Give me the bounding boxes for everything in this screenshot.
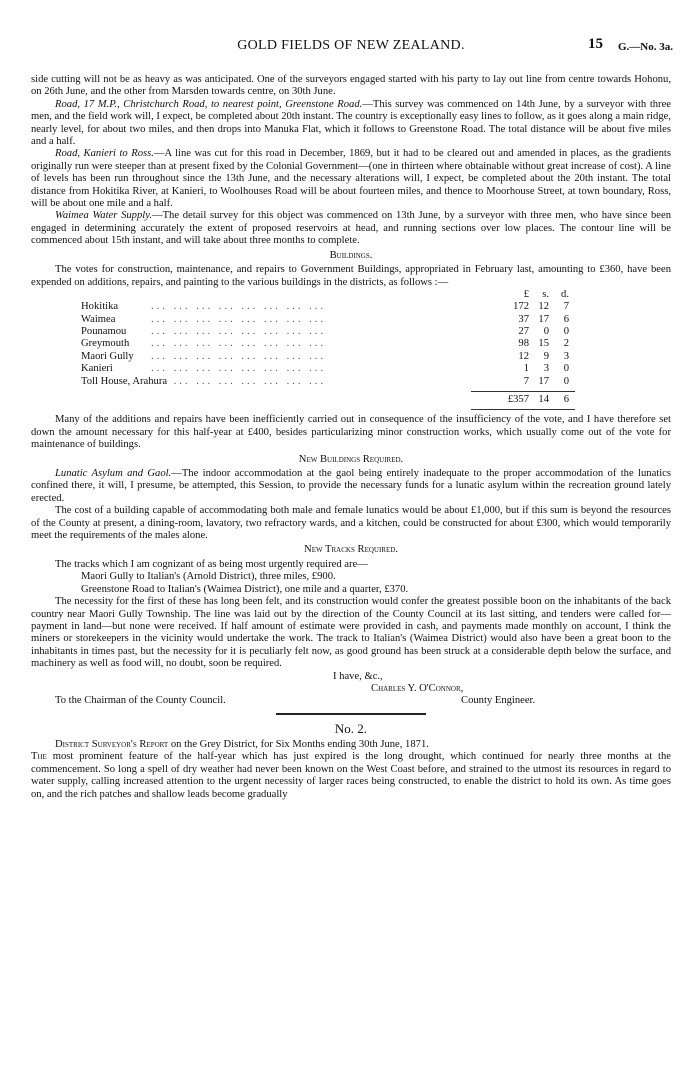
table-header-row (31, 289, 671, 301)
leader-dots: ... ... ... ... ... ... ... ... (151, 363, 327, 375)
paragraph: The tracks which I am cognizant of as being most urgently required are— (55, 558, 368, 570)
paragraph-text: —A line was cut for this road in December, 1869, but it had to be cleared out and amended in places, as the gradients originally run were steeper than at present fixed by the Colonial Government—(one in thirteen where obtainable without great increase of cost). A line of levels has been run throughout since the 13th June, and the necessary alterations will, I expect, be completed about the 20th instant. The total distance from Hokitika River, at Kanieri, to Woolhouses Road will be about fourteen miles, and thence to Moorhouse Street, at town boundary, Ross, will be about one mile and a half. (31, 148, 671, 210)
pounds-value: 7 (523, 375, 529, 387)
leader-dots: ... ... ... ... ... ... ... ... (151, 338, 327, 350)
paragraph-title: Road, 17 M.P., Christchurch Road, to nearest point, Greenstone Road. (55, 98, 363, 110)
pounds-value: 27 (518, 326, 529, 338)
page-header (31, 34, 671, 56)
table-row (31, 314, 671, 326)
column-header-shillings: s. (542, 288, 549, 300)
paragraph (31, 99, 671, 149)
paragraph-title: Lunatic Asylum and Gaol. (55, 468, 172, 480)
pence-value: 0 (563, 363, 569, 375)
pounds-value: 172 (513, 301, 529, 313)
report-title-text: on the Grey District, for Six Months ending 30th June, 1871. (168, 738, 429, 750)
shillings-value: 15 (538, 338, 549, 350)
paragraph: side cutting will not be as heavy as was anticipated. One of the surveyors engaged started with his party to lay out line from centre towards Hohonu, on 26th June, and the other from Marsden towards centre, on 30th June. (31, 74, 671, 98)
list-item: Greenstone Road to Italian's (Waimea District), one mile and a quarter, £370. (81, 583, 409, 595)
report-title (31, 739, 671, 751)
paragraph-text: —This survey was commenced on 14th June, by a surveyor with three men, and the field work will, I expect, be completed about 20th instant. The country is exceptionally easy lines to follow, as it goes along a main ridge, nearly level, for about two miles, and then drops into Manuka Flat, which it follows to Greenstone Road. The total distance will be about five miles and a half. (31, 98, 671, 148)
document-reference: G.—No. 3a. (618, 41, 673, 53)
opening-word: The (31, 751, 47, 763)
section-number: No. 2. (334, 720, 368, 736)
section-heading-buildings: Buildings. (329, 249, 373, 261)
building-name: Pounamou (81, 326, 127, 338)
section-heading-new-buildings: New Buildings Required. (298, 453, 404, 465)
pounds-value: 37 (518, 313, 529, 325)
leader-dots: ... ... ... ... ... ... ... ... (151, 350, 327, 362)
paragraph (31, 751, 671, 801)
list-item: Maori Gully to Italian's (Arnold District), three miles, £900. (81, 571, 336, 583)
table-row (31, 326, 671, 338)
paragraph-text: —The indoor accommodation at the gaol being entirely inadequate to the proper accommodation of the lunatics confined there, it will, I presume, be attempted, this Session, to provide the necessary funds for a lunatic asylum within the recreation ground lately erected. (31, 468, 671, 504)
pence-value: 0 (563, 375, 569, 387)
paragraph-text: —The detail survey for this object was commenced on 13th June, by a surveyor with three men, who have since been engaged in determining accurately the extent of proposed reservoirs at head, and running sections over low places. The contour line will be commenced about 15th instant, and will take about three months to complete. (31, 210, 671, 247)
pence-value: 7 (563, 301, 569, 313)
building-name: Greymouth (81, 338, 130, 350)
paragraph: The cost of a building capable of accommodating both male and female lunatics would be about £1,000, but if this sum is beyond the resources of the County at present, a dining-room, lavatory, two refractory wards, and a kitchen, could be constructed for about £300, which would temporarily meet the requirements of the males alone. (31, 505, 671, 542)
shillings-value: 0 (543, 326, 549, 338)
paragraph: The necessity for the first of these has long been felt, and its construction would confer the greatest possible boon on the inhabitants of the back country near Maori Gully Township. The line was laid out by the direction of the County Council at its last sitting, and tenders were called for—payment in land—but none were received. If half amount of estimate were provided in cash, and payments made monthly on account, I think the miners or storekeepers in the vicinity would undertake the work. The track to Italian's (Waimea District) would also have been a great boon to the inhabitants in times past, but the necessity for it is peculiarly felt now, as good ground has been struck at a considerable depth below the surface, and machinery as well as food will, no doubt, soon be required. (31, 596, 671, 670)
paragraph: The votes for construction, maintenance, and repairs to Government Buildings, appropriated in February last, amounting to £360, have been expended on additions, repairs, and painting to the various buildings in the districts, as follows :— (31, 264, 671, 288)
pence-value: 2 (563, 338, 569, 350)
pence-value: 0 (563, 326, 569, 338)
paragraph-title: Road, Kanieri to Ross. (55, 148, 154, 160)
column-header-pounds: £ (523, 288, 529, 300)
table-total-row (31, 394, 671, 406)
leader-dots: ... ... ... ... ... ... ... ... (151, 301, 327, 313)
table-rule (471, 409, 575, 410)
paragraph (31, 210, 671, 247)
buildings-expenditure-table (31, 289, 671, 415)
paragraph-title: Waimea Water Supply. (55, 210, 152, 222)
leader-dots: ... ... ... ... ... ... ... ... (151, 313, 327, 325)
shillings-value: 17 (538, 375, 549, 387)
page-number: 15 (588, 36, 603, 52)
pounds-value: 98 (518, 338, 529, 350)
shillings-value: 3 (543, 363, 549, 375)
pounds-value: 12 (518, 350, 529, 362)
report-title-caps: District Surveyor's Report (55, 738, 169, 750)
building-name: Maori Gully (81, 350, 134, 362)
table-row (31, 376, 671, 388)
total-shillings: 14 (538, 394, 549, 406)
paragraph (31, 148, 671, 210)
building-name: Hokitika (81, 301, 119, 313)
table-row (31, 363, 671, 375)
building-name: Waimea (81, 313, 116, 325)
shillings-value: 12 (538, 301, 549, 313)
pence-value: 6 (563, 313, 569, 325)
addressee: To the Chairman of the County Council. (55, 694, 226, 706)
section-heading-new-tracks: New Tracks Required. (304, 544, 398, 556)
signatory-name: Charles Y. O'Connor, (371, 682, 464, 694)
table-rule (471, 391, 575, 392)
section-divider (276, 713, 426, 715)
table-row (31, 351, 671, 363)
building-name: Toll House, Arahura (81, 375, 168, 387)
signatory-title: County Engineer. (461, 694, 536, 706)
column-header-pence: d. (561, 288, 569, 300)
shillings-value: 9 (543, 350, 549, 362)
paragraph-text: most prominent feature of the half-year which has just expired is the long drought, which continued for nearly three months at the commencement. So long a spell of dry weather had never been known on the West Coast before, and strained to the utmost its resources in regard to water supply, calling increased attention to the urgent necessity of larger races being constructed, to enable the district to hold its own. As time goes on, and the rich patches and shallow leads become gradually (31, 751, 671, 800)
total-pence: 6 (563, 394, 569, 406)
leader-dots: ... ... ... ... ... ... ... ... (151, 326, 327, 338)
leader-dots: ... ... ... ... ... ... ... ... (151, 375, 327, 387)
pounds-value: 1 (523, 363, 529, 375)
signature-block (31, 671, 671, 707)
document-body (31, 74, 671, 801)
total-pounds: £357 (507, 394, 529, 406)
running-title: GOLD FIELDS OF NEW ZEALAND. (237, 38, 465, 53)
shillings-value: 17 (538, 313, 549, 325)
building-name: Kanieri (81, 363, 113, 375)
table-row (31, 338, 671, 350)
pence-value: 3 (563, 350, 569, 362)
table-row (31, 301, 671, 313)
paragraph (31, 468, 671, 505)
closing: I have, &c., (333, 670, 383, 682)
paragraph: Many of the additions and repairs have been inefficiently carried out in consequence of the insufficiency of the vote, and I have therefore set down the amount necessary for this half-year at £400, besides particularizing minor construction works, which usually come out of the vote for maintenance of buildings. (31, 414, 671, 451)
